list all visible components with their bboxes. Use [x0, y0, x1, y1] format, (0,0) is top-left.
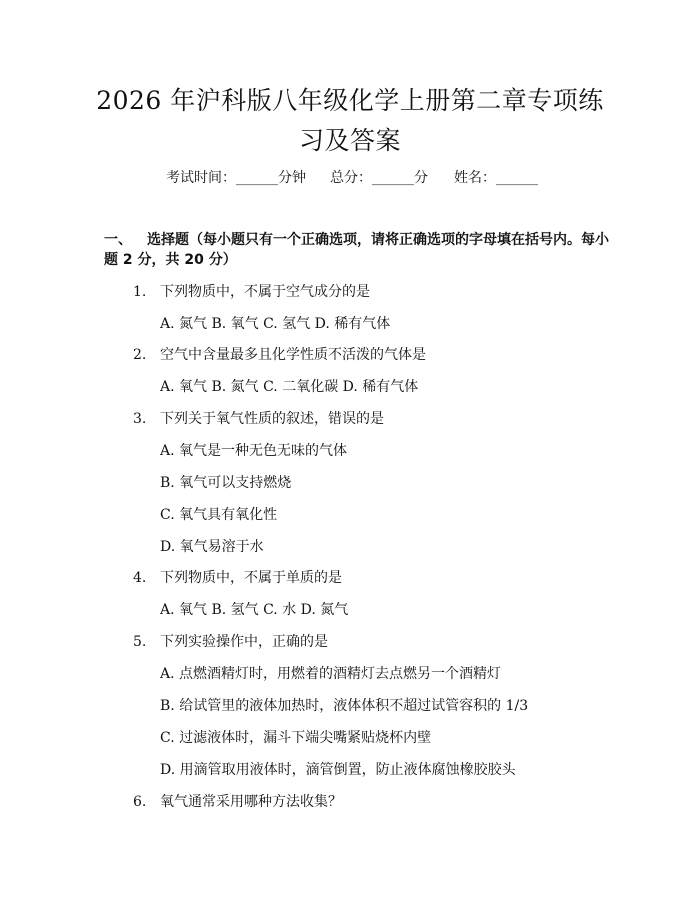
question-number: 6. [133, 794, 147, 810]
question-5-option-c: C. 过滤液体时，漏斗下端尖嘴紧贴烧杯内壁 [160, 730, 432, 746]
total-score-field: 总分：______分 [330, 170, 428, 186]
question-4-options: A. 氧气 B. 氢气 C. 水 D. 氮气 [160, 602, 349, 618]
question-text: 氧气通常采用哪种方法收集？ [160, 794, 342, 810]
question-number: 3. [133, 411, 147, 427]
question-text: 空气中含量最多且化学性质不活泼的气体是 [160, 347, 426, 363]
question-2-options: A. 氧气 B. 氮气 C. 二氧化碳 D. 稀有气体 [160, 379, 419, 395]
question-1-options: A. 氮气 B. 氧气 C. 氢气 D. 稀有气体 [160, 316, 391, 332]
section-heading-line-2: 题 2 分，共 20 分） [104, 252, 237, 268]
section-heading-line-1: 选择题（每小题只有一个正确选项，请将正确选项的字母填在括号内。每小 [147, 232, 609, 248]
question-number: 5. [133, 634, 147, 650]
exam-time-field: 考试时间：______分钟 [166, 170, 306, 186]
question-5-option-d: D. 用滴管取用液体时，滴管倒置，防止液体腐蚀橡胶胶头 [160, 762, 516, 778]
page-title-line-2: 习及答案 [298, 126, 401, 155]
section-heading-continued [104, 248, 604, 272]
question-text: 下列物质中，不属于空气成分的是 [160, 284, 370, 300]
question-3-option-b: B. 氧气可以支持燃烧 [160, 475, 292, 491]
question-3-option-d: D. 氧气易溶于水 [160, 539, 264, 555]
question-text: 下列实验操作中，正确的是 [160, 634, 328, 650]
question-number: 4. [133, 570, 147, 586]
question-3-option-a: A. 氧气是一种无色无味的气体 [160, 443, 348, 459]
question-text: 下列关于氧气性质的叙述，错误的是 [160, 411, 384, 427]
question-5-option-b: B. 给试管里的液体加热时，液体体积不超过试管容积的 1/3 [160, 698, 529, 714]
section-number: 一、 [104, 232, 132, 248]
page-title-line-1: 2026 年沪科版八年级化学上册第二章专项练 [96, 86, 604, 115]
question-text: 下列物质中，不属于单质的是 [160, 570, 342, 586]
question-5-option-a: A. 点燃酒精灯时，用燃着的酒精灯去点燃另一个酒精灯 [160, 666, 502, 682]
student-name-field: 姓名：______ [454, 170, 538, 186]
question-3-option-c: C. 氧气具有氧化性 [160, 507, 278, 523]
question-number: 2. [133, 347, 147, 363]
question-number: 1. [133, 284, 147, 300]
